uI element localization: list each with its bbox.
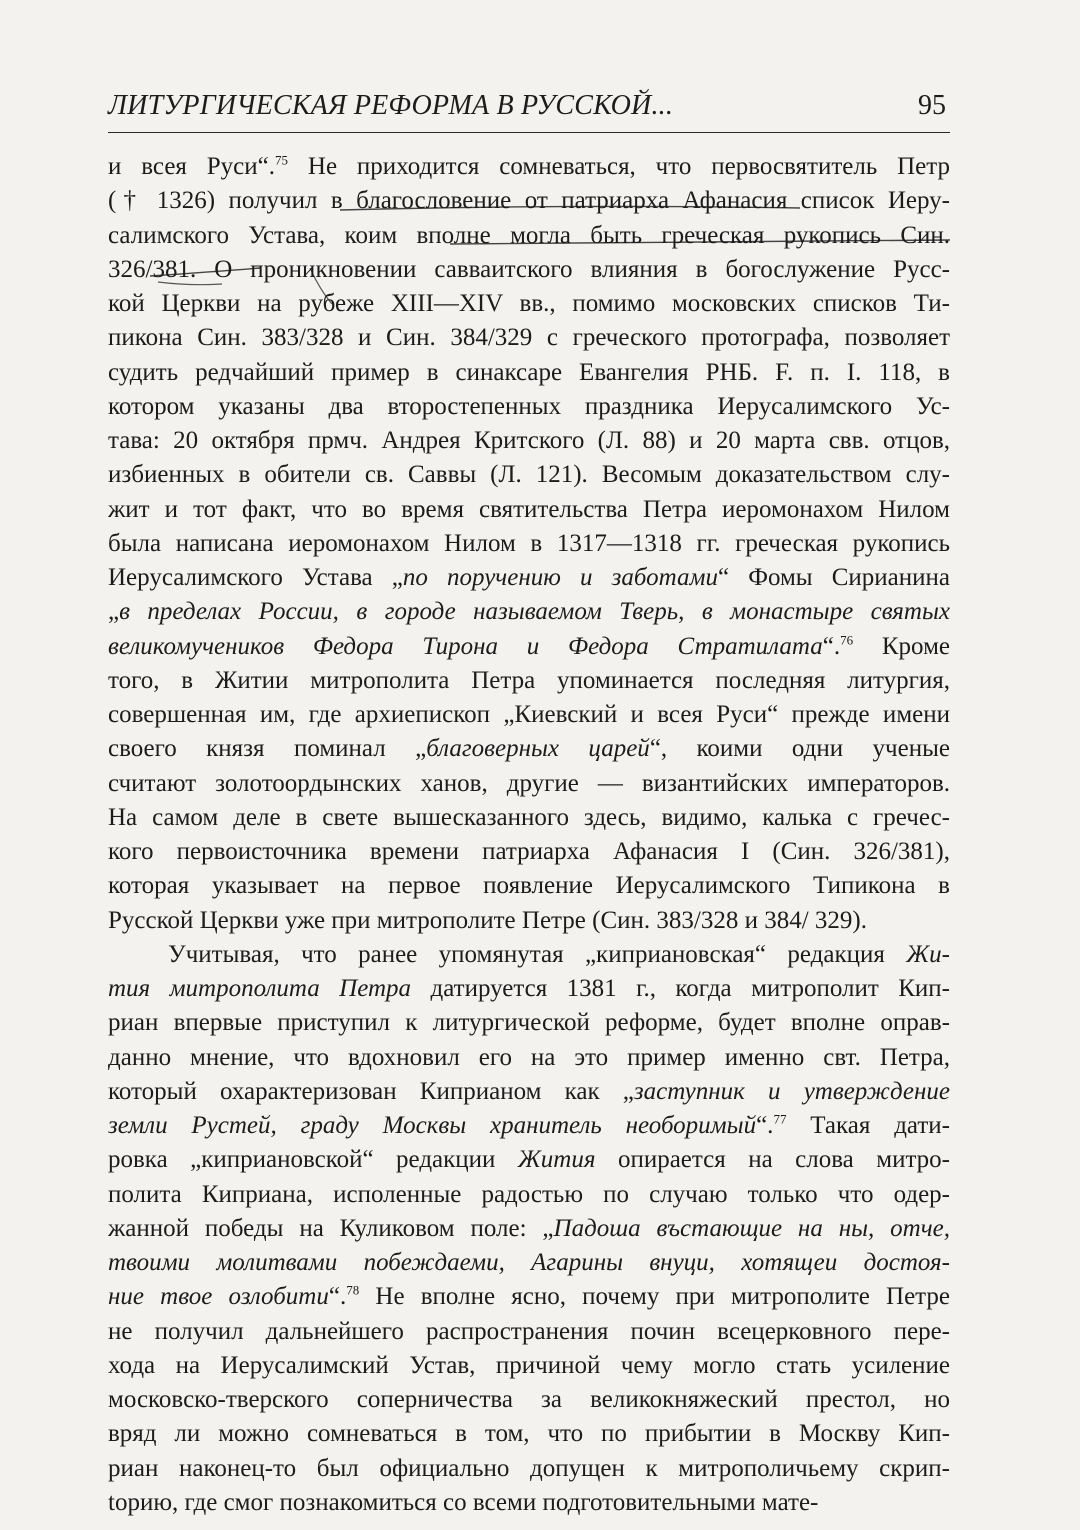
text-run: московско-тверского соперничества за великокняжеский престол, но [108,1386,950,1413]
text-line [108,219,950,253]
footnote-ref: 78 [346,1282,360,1298]
text-line [108,835,950,869]
text-line [108,150,950,184]
text-run: Не приходится сомневаться, что первосвятитель Петр [288,153,950,180]
text-line [108,1280,950,1314]
text-line [108,1075,950,1109]
text-run: Не вполне ясно, почему при митрополите Петре [359,1283,950,1311]
italic-quote: по поручению и заботами [402,564,718,591]
text-line [108,938,950,972]
text-run: „ [108,598,120,626]
text-line [108,287,950,321]
text-run: “, коими одни ученые [649,735,950,763]
text-line [108,698,950,732]
text-run: риан впервые приступил к литургической реформе, будет вполне оправ- [108,1009,950,1037]
text-run: была написана иеромонахом Нилом в 1317—1318 гг. греческая рукопись [108,529,950,557]
italic-quote: великомучеников Федора Тирона и Федора Стратилата [108,632,823,660]
text-line [108,732,950,766]
paragraph-2 [108,938,950,1520]
footnote-ref: 77 [773,1111,787,1127]
text-run: Такая дати- [786,1112,950,1139]
text-line [108,664,950,698]
italic-quote: Жи- [906,940,950,968]
text-run: На самом деле в свете вышесказанного здесь, видимо, калька с гречес- [108,803,950,831]
text-run: которая указывает на первое появление Иерусалимского Типикона в [108,872,950,900]
italic-quote: земли Рустей, граду Москвы хранитель необоримый [108,1112,757,1139]
footnote-ref: 76 [840,632,854,648]
text-run: Иерусалимского Устава „ [108,564,403,591]
text-run: который охарактеризован Киприаном как „ [108,1077,634,1105]
footnote-ref: 75 [275,152,289,168]
text-line [108,527,950,561]
text-run: жит и тот факт, что во время святительства Петра иеромонахом Нилом [108,495,950,523]
italic-quote: Падоша въстающие на ны, отче, [553,1214,950,1242]
text-run: ровка „киприановской“ редакции [108,1146,518,1174]
text-line [108,972,950,1006]
italic-quote: Жития [517,1146,596,1174]
italic-quote: ние твое озлобити [108,1283,329,1311]
text-line [108,630,950,664]
text-run: считают золотоордынских ханов, другие — византийских императоров. [108,769,950,797]
text-run: избиенных в обители св. Саввы (Л. 121). Весомым доказательством слу- [108,461,950,489]
text-line [108,1246,950,1280]
text-run: совершенная им, где архиепископ „Киевский и всея Руси“ прежде имени [108,701,950,728]
page-number: 95 [918,90,946,121]
text-line [108,1006,950,1040]
text-run: тава: 20 октября прмч. Андрея Критского (Л. 88) и 20 марта свв. отцов, [108,427,950,454]
italic-quote: твоими молитвами побеждаеми, Агарины внуци, хотящеи достоя- [108,1249,950,1276]
text-run: не получил дальнейшего распространения почин всецерковного пере- [108,1317,950,1345]
text-line [108,493,950,527]
text-line [108,1417,950,1451]
text-line [108,184,950,218]
text-line [108,1452,950,1486]
text-run: “. [756,1112,774,1139]
text-run: и всея Руси“. [108,153,276,180]
text-line [108,1212,950,1246]
text-run: “. [822,632,841,660]
text-line [108,1109,950,1143]
text-run: 326/381. О проникновении савваитского влияния в богослужение Русс- [108,255,950,283]
text-line [108,424,950,458]
text-run: своего князя поминал „ [108,735,427,763]
text-run: († 1326) получил в благословение от патриарха Афанасия список Иеру- [108,187,950,215]
italic-quote: благоверных царей [426,735,650,763]
text-line [108,801,950,835]
text-line [108,1486,950,1520]
text-line [108,1383,950,1417]
text-run: вряд ли можно сомневаться в том, что по прибытии в Москву Кип- [108,1420,950,1448]
text-run: датируется 1381 г., когда митрополит Кип- [411,975,950,1002]
page-text-body [108,150,950,1520]
text-run: Кроме [853,632,950,660]
text-run: полита Киприана, исполенные радостью по случаю только что одер- [108,1180,950,1208]
text-run: жанной победы на Куликовом поле: „ [108,1214,554,1242]
text-run: данно мнение, что вдохновил его на это пример именно свт. Петра, [108,1043,950,1071]
text-line [108,595,950,629]
text-run: судить редчайший пример в синаксаре Евангелия РНБ. F. п. I. 118, в [108,358,950,386]
text-line [108,390,950,424]
text-line [108,356,950,390]
text-line [108,561,950,595]
text-run: риан наконец-то был официально допущен к митрополичьему скрип- [108,1454,950,1482]
text-run: “ Фомы Сирианина [717,564,950,591]
running-title: ЛИТУРГИЧЕСКАЯ РЕФОРМА В РУССКОЙ... [108,90,674,121]
text-line [108,253,950,287]
text-run: tорию, где смог познакомиться со всеми подготовительными мате- [108,1488,819,1516]
paragraph-1 [108,150,950,938]
text-run: кого первоисточника времени патриарха Афанасия I (Син. 326/381), [108,838,950,865]
text-line [108,458,950,492]
text-line [108,1143,950,1177]
text-run: хода на Иерусалимский Устав, причиной чему могло стать усиление [108,1351,950,1379]
text-run: салимского Устава, коим вполне могла быть греческая рукопись Син. [108,221,950,249]
text-run: того, в Житии митрополита Петра упоминается последняя литургия, [108,666,950,694]
text-run: опирается на слова митро- [595,1146,950,1174]
text-line [108,1349,950,1383]
running-header [108,88,950,133]
italic-quote: в пределах России, в городе называемом Тверь, в монастыре святых [119,598,950,626]
text-line [108,904,950,938]
text-line [108,767,950,801]
text-run: пикона Син. 383/328 и Син. 384/329 с греческого протографа, позволяет [108,324,950,352]
text-run: Русской Церкви уже при митрополите Петре (Син. 383/328 и 384/ 329). [108,906,867,934]
text-line [108,321,950,355]
text-run: котором указаны два второстепенных праздника Иерусалимского Ус- [108,392,950,420]
text-run: “. [328,1283,347,1311]
italic-quote: заступник и утверждение [633,1077,950,1105]
text-run: Учитывая, что ранее упомянутая „киприановская“ редакция [168,940,907,968]
italic-quote: тия митрополита Петра [108,975,412,1002]
text-line [108,1178,950,1212]
text-line [108,869,950,903]
text-line [108,1315,950,1349]
text-line [108,1041,950,1075]
text-run: кой Церкви на рубеже XIII—XIV вв., помимо московских списков Ти- [108,290,950,317]
